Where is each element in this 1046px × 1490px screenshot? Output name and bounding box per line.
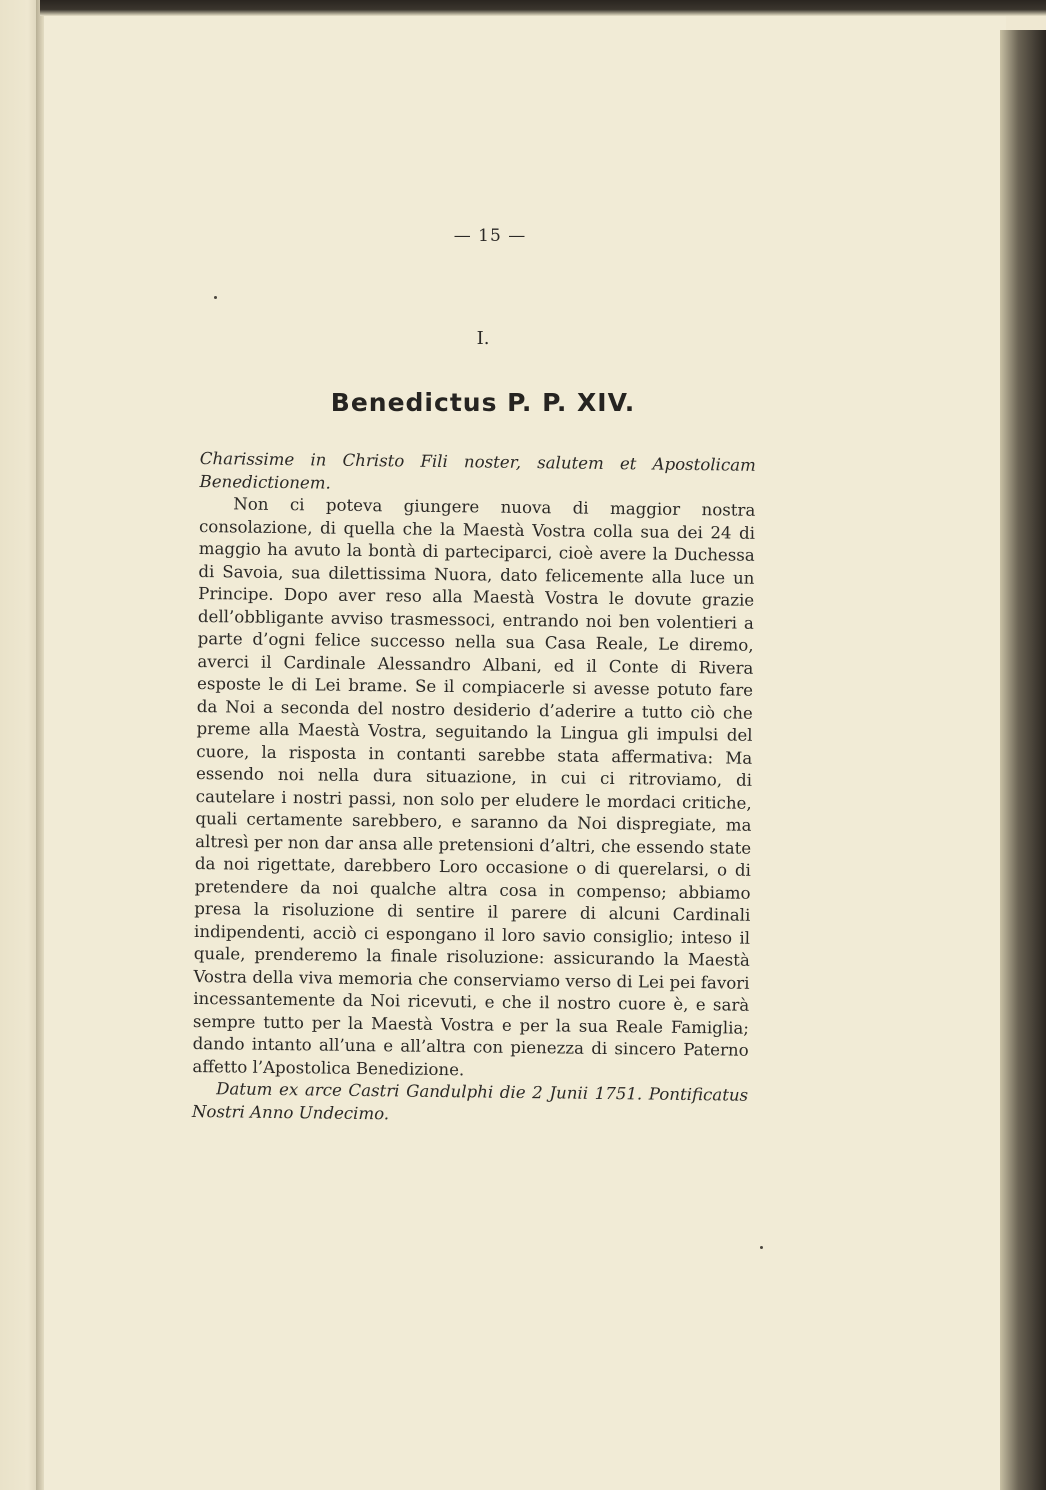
letter-body-paragraph: Non ci poteva giungere nuova di maggior nostra consolazione, di quella che la Maestà Vostra colla sua dei 24 di maggio ha avuto la bontà di parteciparci, cioè avere la Duchessa di Savoia, sua dilettissima Nuora, dato felicemente alla luce un Principe. Dopo aver reso alla Maestà Vostra le dovute grazie dell’obbligante avviso trasmessoci, entrando noi ben volentieri a parte d’ogni felice successo nella sua Casa Reale, Le diremo, averci il Cardinale Alessandro Albani, ed il Conte di Rivera esposte le di Lei brame. Se il compiacerle si avesse potuto fare da Noi a seconda del nostro desiderio d’aderire a tutto ciò che preme alla Maestà Vostra, seguitando la Lingua gli impulsi del cuore, la risposta in contanti sarebbe stata affermativa: Ma essendo noi nella dura situazione, in cui ci ritroviamo, di cautelare i nostri passi, non solo per eludere le mordaci critiche, quali certamente sarebbero, e saranno da Noi dispregiate, ma altresì per non dar ansa alle pretensioni d’altri, che essendo state da noi rigettate, darebbero Loro occasione o di querelarsi, o di pretendere da noi qualche altra cosa in compenso; abbiamo presa la risoluzione di sentire il parere di alcuni Cardinali indipendenti, acciò ci espongano il loro savio consiglio; inteso il quale, prenderemo la finale risoluzione: assicurando la Maestà Vostra della viva memoria che conserviamo verso di Lei pei favori incessantemente da Noi ricevuti, e che il nostro cuore è, e sarà sempre tutto per la Maestà Vostra e per la sua Reale Famiglia; dando intanto all’una e all’altra con pienezza di sincero Paterno affetto l’Apostolica Benedizione.	[192, 494, 756, 1079]
left-page-margin	[0, 0, 40, 1490]
salutation-paragraph: Charissime in Christo Fili noster, salutem et Apostolicam Benedictionem.	[199, 448, 756, 493]
ink-speck	[214, 296, 217, 299]
page-heading: Benedictus P. P. XIV.	[330, 388, 636, 417]
page-top-edge	[40, 0, 1046, 16]
letter-text	[192, 448, 756, 1130]
ink-speck	[760, 1246, 763, 1249]
datum-paragraph: Datum ex arce Castri Gandulphi die 2 Junii 1751. Pontificatus Nostri Anno Undecimo.	[191, 1079, 749, 1123]
section-number: I.	[476, 328, 490, 349]
page-right-edge	[1000, 30, 1046, 1490]
page-number: — 15 —	[453, 226, 527, 246]
